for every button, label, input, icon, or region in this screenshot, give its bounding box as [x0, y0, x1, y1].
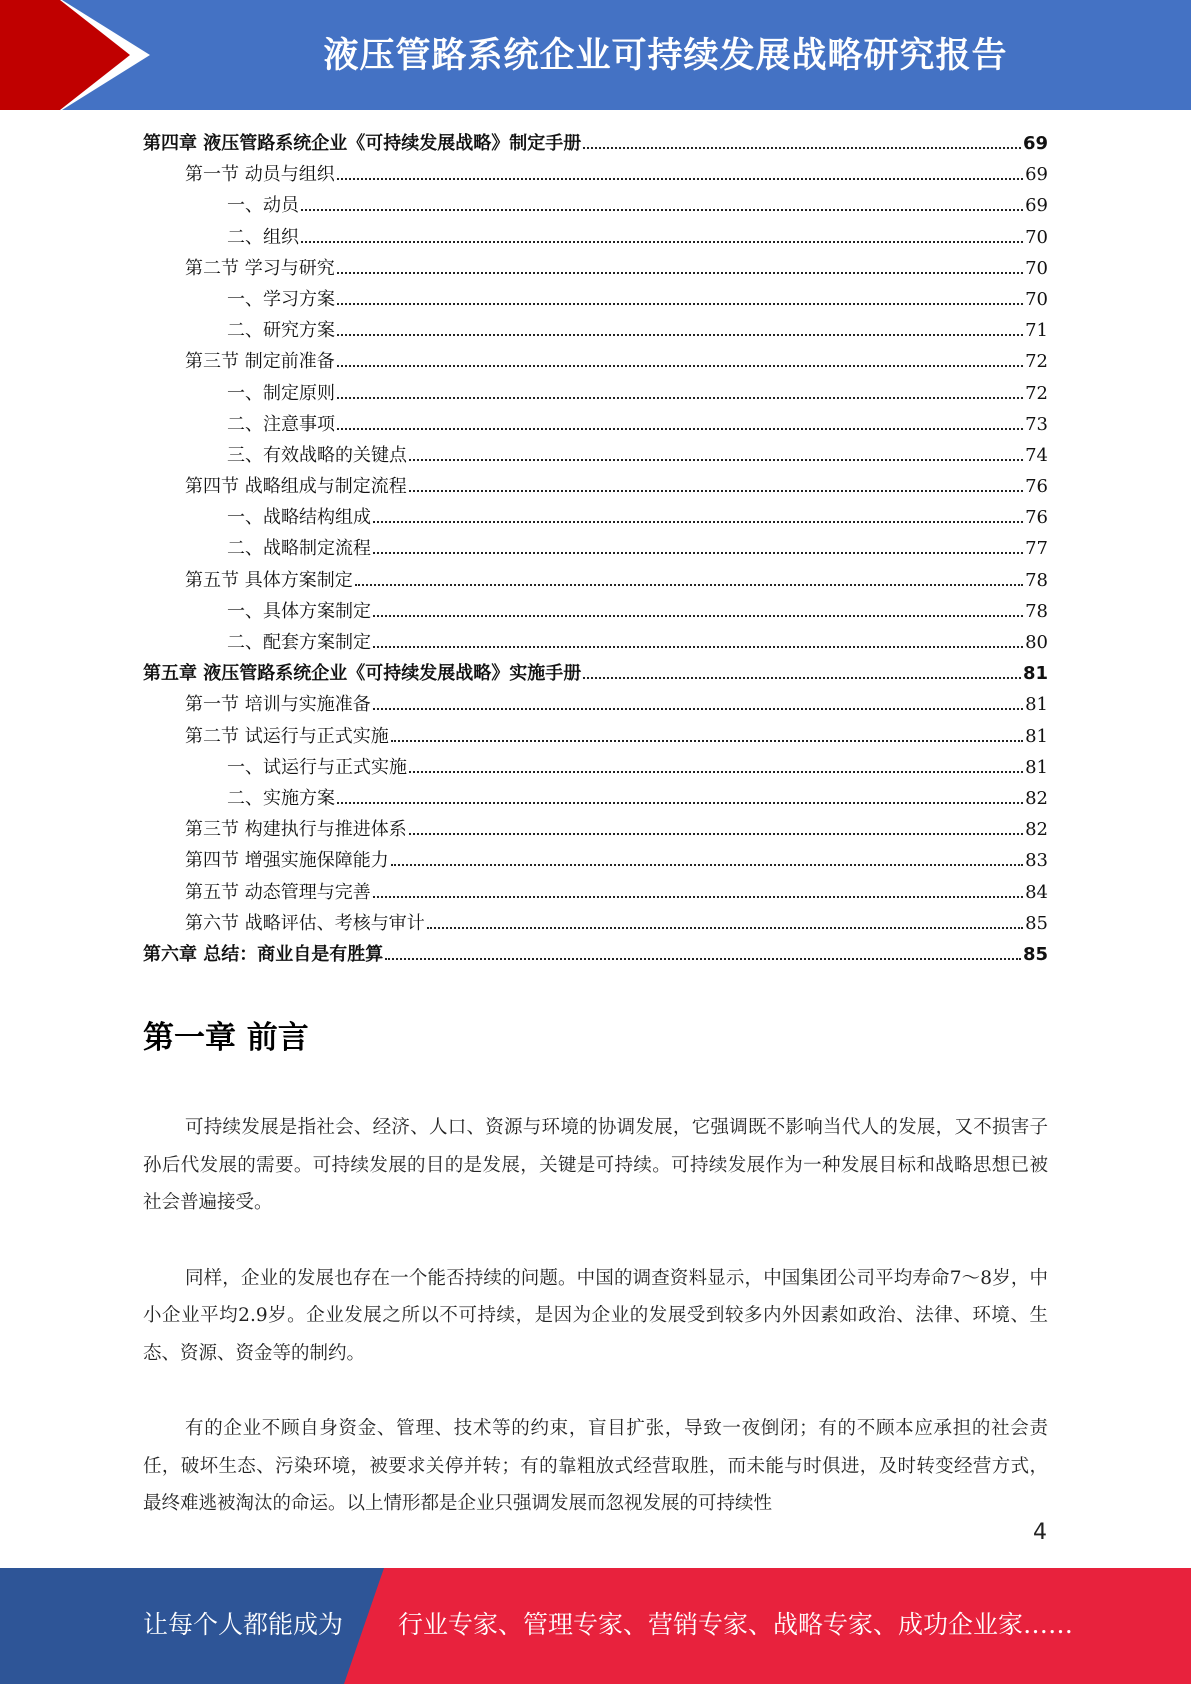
footer-slogan-left: 让每个人都能成为: [143, 1610, 344, 1639]
toc-section-entry[interactable]: [143, 877, 1048, 908]
toc-entry-page: 82: [1025, 819, 1048, 841]
toc-entry-title: 一、战略结构组成: [227, 507, 371, 529]
toc-entry-page: 70: [1025, 226, 1048, 248]
toc-entry-page: 85: [1022, 943, 1048, 965]
toc-subsection-entry[interactable]: [143, 409, 1048, 440]
chapter-heading: 第一章 前言: [143, 1020, 309, 1056]
toc-entry-title: 第三节 制定前准备: [185, 351, 335, 373]
toc-entry-title: 一、试运行与正式实施: [227, 756, 407, 778]
toc-entry-page: 70: [1025, 288, 1048, 310]
toc-section-entry[interactable]: [143, 845, 1048, 876]
toc-dot-leader: [427, 927, 1023, 929]
toc-entry-page: 70: [1025, 257, 1048, 279]
toc-dot-leader: [337, 334, 1023, 336]
toc-entry-title: 第一节 培训与实施准备: [185, 694, 371, 716]
toc-subsection-entry[interactable]: [143, 502, 1048, 533]
toc-subsection-entry[interactable]: [143, 190, 1048, 221]
toc-section-entry[interactable]: [143, 565, 1048, 596]
toc-entry-title: 二、研究方案: [227, 320, 335, 342]
toc-dot-leader: [337, 397, 1023, 399]
page-footer: [0, 1568, 1191, 1684]
toc-entry-title: 第五节 动态管理与完善: [185, 881, 371, 903]
toc-entry-page: 81: [1025, 725, 1048, 747]
toc-entry-title: 第五节 具体方案制定: [185, 569, 353, 591]
toc-dot-leader: [391, 740, 1023, 742]
toc-entry-page: 85: [1025, 912, 1048, 934]
toc-chapter-entry[interactable]: [143, 658, 1048, 689]
toc-dot-leader: [583, 677, 1021, 679]
toc-subsection-entry[interactable]: [143, 440, 1048, 471]
footer-slogan-right: 行业专家、管理专家、营销专家、战略专家、成功企业家……: [398, 1610, 1074, 1639]
toc-entry-title: 一、制定原则: [227, 382, 335, 404]
toc-dot-leader: [337, 303, 1023, 305]
body-text: [143, 1109, 1048, 1561]
toc-dot-leader: [337, 365, 1023, 367]
page-number: 4: [1033, 1520, 1047, 1545]
toc-subsection-entry[interactable]: [143, 783, 1048, 814]
toc-section-entry[interactable]: [143, 814, 1048, 845]
toc-entry-title: 第二节 试运行与正式实施: [185, 725, 389, 747]
toc-dot-leader: [337, 272, 1023, 274]
toc-entry-title: 二、组织: [227, 226, 299, 248]
toc-dot-leader: [337, 802, 1023, 804]
toc-entry-page: 76: [1025, 507, 1048, 529]
toc-entry-title: 第一节 动员与组织: [185, 164, 335, 186]
toc-entry-page: 81: [1025, 756, 1048, 778]
toc-entry-title: 二、战略制定流程: [227, 538, 371, 560]
report-title: 液压管路系统企业可持续发展战略研究报告: [323, 36, 1008, 76]
toc-dot-leader: [373, 708, 1023, 710]
toc-entry-page: 69: [1025, 164, 1048, 186]
toc-entry-page: 78: [1025, 569, 1048, 591]
toc-entry-title: 第四章 液压管路系统企业《可持续发展战略》制定手册: [143, 133, 582, 154]
toc-entry-page: 80: [1025, 632, 1048, 653]
body-paragraph: 可持续发展是指社会、经济、人口、资源与环境的协调发展，它强调既不影响当代人的发展，又不损害子孙后代发展的需要。可持续发展的目的是发展，关键是可持续。可持续发展作为一种发展目标和战略思想已被社会普遍接受。: [143, 1117, 1048, 1213]
toc-subsection-entry[interactable]: [143, 596, 1048, 627]
toc-entry-title: 第六章 总结：商业自是有胜算: [143, 943, 384, 965]
toc-section-entry[interactable]: [143, 689, 1048, 720]
toc-entry-title: 第三节 构建执行与推进体系: [185, 819, 407, 841]
toc-entry-page: 78: [1025, 600, 1048, 622]
toc-entry-page: 72: [1025, 382, 1048, 404]
toc-subsection-entry[interactable]: [143, 284, 1048, 315]
toc-entry-title: 一、具体方案制定: [227, 600, 371, 622]
toc-entry-title: 第四节 战略组成与制定流程: [185, 476, 407, 498]
toc-dot-leader: [373, 552, 1023, 554]
toc-dot-leader: [391, 864, 1023, 866]
body-paragraph: 有的企业不顾自身资金、管理、技术等的约束，盲目扩张，导致一夜倒闭；有的不顾本应承担的社会责任，破坏生态、污染环境，被要求关停并转；有的靠粗放式经营取胜，而未能与时俱进，及时转变经营方式，最终难逃被淘汰的命运。以上情形都是企业只强调发展而忽视发展的可持续性: [143, 1418, 1048, 1514]
toc-section-entry[interactable]: [143, 721, 1048, 752]
toc-entry-page: 72: [1025, 351, 1048, 373]
toc-section-entry[interactable]: [143, 471, 1048, 502]
toc-dot-leader: [301, 209, 1023, 211]
toc-entry-page: 82: [1025, 787, 1048, 809]
toc-entry-page: 76: [1025, 476, 1048, 498]
toc-dot-leader: [409, 459, 1023, 461]
toc-chapter-entry[interactable]: [143, 128, 1048, 159]
toc-dot-leader: [337, 178, 1023, 180]
body-paragraph: 同样，企业的发展也存在一个能否持续的问题。中国的调查资料显示，中国集团公司平均寿命7～8岁，中小企业平均2.9岁。企业发展之所以不可持续，是因为企业的发展受到较多内外因素如政治、法律、环境、生态、资源、资金等的制约。: [143, 1267, 1048, 1364]
toc-entry-title: 三、有效战略的关键点: [227, 444, 407, 466]
page-header: [0, 0, 1191, 110]
toc-dot-leader: [409, 833, 1023, 835]
toc-dot-leader: [373, 615, 1023, 617]
toc-subsection-entry[interactable]: [143, 222, 1048, 253]
toc-entry-title: 一、学习方案: [227, 288, 335, 310]
toc-dot-leader: [409, 771, 1023, 773]
toc-chapter-entry[interactable]: [143, 939, 1048, 970]
toc-dot-leader: [583, 147, 1021, 149]
toc-entry-title: 第四节 增强实施保障能力: [185, 850, 389, 872]
toc-dot-leader: [337, 428, 1023, 430]
toc-section-entry[interactable]: [143, 346, 1048, 377]
toc-entry-page: 74: [1025, 444, 1048, 466]
toc-entry-page: 81: [1025, 694, 1048, 716]
table-of-contents: [143, 128, 1048, 970]
toc-dot-leader: [373, 521, 1023, 523]
toc-entry-page: 81: [1022, 663, 1048, 685]
toc-entry-title: 第六节 战略评估、考核与审计: [185, 912, 425, 934]
toc-entry-page: 83: [1025, 850, 1048, 872]
toc-subsection-entry[interactable]: [143, 752, 1048, 783]
toc-dot-leader: [373, 646, 1023, 648]
toc-entry-page: 84: [1025, 881, 1048, 903]
toc-dot-leader: [373, 896, 1023, 898]
toc-entry-title: 二、注意事项: [227, 413, 335, 435]
toc-entry-page: 69: [1025, 195, 1048, 217]
toc-subsection-entry[interactable]: [143, 533, 1048, 564]
toc-entry-title: 二、配套方案制定: [227, 632, 371, 653]
toc-subsection-entry[interactable]: [143, 378, 1048, 409]
toc-entry-page: 73: [1025, 413, 1048, 435]
toc-subsection-entry[interactable]: [143, 627, 1048, 658]
toc-entry-title: 第二节 学习与研究: [185, 257, 335, 279]
toc-entry-page: 69: [1022, 133, 1048, 154]
toc-dot-leader: [301, 241, 1023, 243]
toc-dot-leader: [409, 490, 1023, 492]
toc-entry-page: 71: [1025, 320, 1048, 342]
toc-entry-title: 一、动员: [227, 195, 299, 217]
toc-section-entry[interactable]: [143, 253, 1048, 284]
toc-section-entry[interactable]: [143, 159, 1048, 190]
toc-dot-leader: [385, 958, 1021, 960]
toc-subsection-entry[interactable]: [143, 315, 1048, 346]
toc-section-entry[interactable]: [143, 908, 1048, 939]
toc-entry-page: 77: [1025, 538, 1048, 560]
toc-dot-leader: [355, 584, 1023, 586]
toc-entry-title: 第五章 液压管路系统企业《可持续发展战略》实施手册: [143, 663, 582, 685]
toc-entry-title: 二、实施方案: [227, 787, 335, 809]
